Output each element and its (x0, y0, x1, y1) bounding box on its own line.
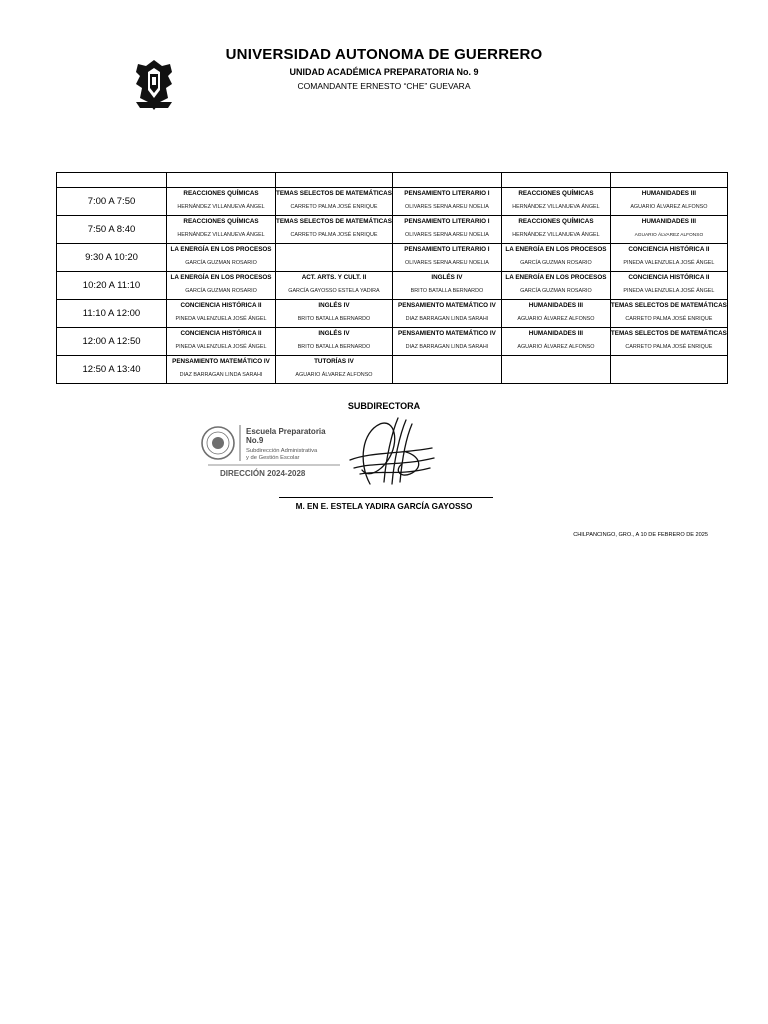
class-cell (167, 356, 276, 384)
schedule-body (57, 188, 728, 384)
time-slot: 12:00 A 12:50 (57, 328, 167, 356)
subject-name: HUMANIDADES III (641, 218, 696, 225)
class-schedule-table (56, 172, 728, 384)
class-cell (276, 216, 393, 244)
class-cell (276, 356, 393, 384)
subject-name: REACCIONES QUÍMICAS (518, 218, 594, 225)
subject-name: CONCIENCIA HISTÓRICA II (180, 302, 262, 309)
class-cell (501, 188, 610, 216)
subject-name: CONCIENCIA HISTÓRICA II (628, 246, 710, 253)
subject-name: PENSAMIENTO MATEMÁTICO IV (172, 358, 270, 365)
teacher-name: PINEDA VALENZUELA JOSÉ ÁNGEL (175, 316, 267, 322)
header-cell (167, 173, 276, 188)
class-cell (167, 216, 276, 244)
class-cell (392, 300, 501, 328)
teacher-name: DIAZ BARRAGAN LINDA SARAHI (405, 316, 489, 322)
class-cell (501, 328, 610, 356)
teacher-name: PINEDA VALENZUELA JOSÉ ÁNGEL (623, 288, 715, 294)
teacher-name: AGUARIO ÁLVAREZ ALFONSO (517, 344, 595, 350)
teacher-name: HERNÁNDEZ VILLANUEVA ÁNGEL (512, 232, 600, 238)
subject-name: TEMAS SELECTOS DE MATEMÁTICAS (610, 330, 727, 337)
stamp-number: No.9 (246, 436, 264, 445)
stamp-period: DIRECCIÓN 2024-2028 (220, 469, 306, 478)
subject-name: LA ENERGÍA EN LOS PROCESOS (505, 246, 607, 253)
header-cell (501, 173, 610, 188)
subject-name: PENSAMIENTO LITERARIO I (404, 246, 490, 253)
teacher-name: HERNÁNDEZ VILLANUEVA ÁNGEL (177, 204, 265, 210)
header-cell (392, 173, 501, 188)
teacher-name: AGUARIO ÁLVAREZ ALFONSO (517, 316, 595, 322)
time-slot: 7:50 A 8:40 (57, 216, 167, 244)
teacher-name: AGUARIO ÁLVAREZ ALFONSO (630, 204, 708, 210)
teacher-name: BRITO BATALLA BERNARDO (297, 316, 371, 322)
teacher-name: BRITO BATALLA BERNARDO (297, 344, 371, 350)
teacher-name: BRITO BATALLA BERNARDO (410, 288, 484, 294)
class-cell (276, 244, 393, 272)
subject-name: TEMAS SELECTOS DE MATEMÁTICAS (276, 190, 392, 197)
teacher-name: GARCÍA GUZMAN ROSARIO (185, 260, 257, 266)
teacher-name: AGUARIO ÁLVAREZ ALFONSO (634, 233, 704, 238)
subject-name: HUMANIDADES III (528, 302, 584, 309)
class-cell (392, 216, 501, 244)
teacher-name: OLIVARES SERNA AREU NOELIA (405, 232, 489, 238)
university-name: UNIVERSIDAD AUTONOMA DE GUERRERO (225, 46, 543, 63)
time-slot: 9:30 A 10:20 (57, 244, 167, 272)
class-cell (392, 356, 501, 384)
signer-title: SUBDIRECTORA (347, 401, 421, 411)
subject-name: REACCIONES QUÍMICAS (183, 190, 259, 197)
class-cell (610, 328, 727, 356)
place-and-date: CHILPANCINGO, GRO., A 10 DE FEBRERO DE 2025 (573, 532, 708, 538)
teacher-name: OLIVARES SERNA AREU NOELIA (405, 204, 489, 210)
teacher-name: HERNÁNDEZ VILLANUEVA ÁNGEL (512, 204, 600, 210)
subject-name: CONCIENCIA HISTÓRICA II (180, 330, 262, 337)
document-header (0, 46, 768, 91)
teacher-name: CARRETO PALMA JOSÉ ENRIQUE (625, 316, 713, 322)
class-cell (276, 300, 393, 328)
subject-name: LA ENERGÍA EN LOS PROCESOS (505, 274, 607, 281)
teacher-name: CARRETO PALMA JOSÉ ENRIQUE (290, 232, 378, 238)
subject-name: LA ENERGÍA EN LOS PROCESOS (170, 274, 272, 281)
class-cell (610, 300, 727, 328)
subject-name: PENSAMIENTO LITERARIO I (404, 190, 490, 197)
teacher-name: OLIVARES SERNA AREU NOELIA (405, 260, 489, 266)
table-row (57, 328, 728, 356)
class-cell (392, 188, 501, 216)
class-cell (501, 356, 610, 384)
class-cell (276, 188, 393, 216)
subject-name: CONCIENCIA HISTÓRICA II (628, 274, 710, 281)
signer-name: M. EN E. ESTELA YADIRA GARCÍA GAYOSSO (295, 502, 473, 511)
class-cell (167, 244, 276, 272)
subject-name: PENSAMIENTO MATEMÁTICO IV (398, 302, 496, 309)
teacher-name: AGUARIO ÁLVAREZ ALFONSO (295, 372, 373, 378)
subject-name: INGLÉS IV (318, 330, 350, 337)
class-cell (392, 328, 501, 356)
class-cell (167, 300, 276, 328)
class-cell (501, 300, 610, 328)
teacher-name: PINEDA VALENZUELA JOSÉ ÁNGEL (623, 260, 715, 266)
class-cell (167, 272, 276, 300)
table-row (57, 272, 728, 300)
subject-name: INGLÉS IV (318, 302, 350, 309)
table-row (57, 300, 728, 328)
class-cell (167, 188, 276, 216)
class-cell (501, 216, 610, 244)
header-cell (276, 173, 393, 188)
table-row (57, 244, 728, 272)
handwritten-signature (340, 412, 440, 494)
stamp-dept-line2: y de Gestión Escolar (246, 455, 300, 461)
subject-name: PENSAMIENTO MATEMÁTICO IV (398, 330, 496, 337)
class-cell (610, 356, 727, 384)
time-slot: 12:50 A 13:40 (57, 356, 167, 384)
teacher-name: GARCÍA GUZMAN ROSARIO (185, 288, 257, 294)
class-cell (276, 328, 393, 356)
subject-name: PENSAMIENTO LITERARIO I (404, 218, 490, 225)
teacher-name: CARRETO PALMA JOSÉ ENRIQUE (290, 204, 378, 210)
table-row (57, 188, 728, 216)
unit-honoree: COMANDANTE ERNESTO “CHE” GUEVARA (297, 81, 471, 91)
subject-name: HUMANIDADES III (528, 330, 584, 337)
header-cell (610, 173, 727, 188)
teacher-name: GARCÍA GUZMAN ROSARIO (520, 288, 592, 294)
teacher-name: CARRETO PALMA JOSÉ ENRIQUE (625, 344, 713, 350)
teacher-name: HERNÁNDEZ VILLANUEVA ÁNGEL (177, 232, 265, 238)
signature-line (279, 497, 493, 498)
class-cell (167, 328, 276, 356)
school-stamp (200, 421, 350, 479)
header-cell (57, 173, 167, 188)
class-cell (276, 272, 393, 300)
subject-name: REACCIONES QUÍMICAS (518, 190, 594, 197)
class-cell (610, 272, 727, 300)
subject-name: ACT. ARTS. Y CULT. II (301, 274, 367, 281)
subject-name: REACCIONES QUÍMICAS (183, 218, 259, 225)
stamp-school: Escuela Preparatoria (246, 427, 326, 436)
subject-name: TEMAS SELECTOS DE MATEMÁTICAS (276, 218, 392, 225)
class-cell (392, 244, 501, 272)
teacher-name: DIAZ BARRAGAN LINDA SARAHI (179, 372, 263, 378)
class-cell (392, 272, 501, 300)
table-header-row (57, 173, 728, 188)
class-cell (610, 244, 727, 272)
class-cell (610, 188, 727, 216)
teacher-name: GARCÍA GAYOSSO ESTELA YADIRA (288, 288, 380, 294)
subject-name: HUMANIDADES III (641, 190, 696, 197)
subject-name: LA ENERGÍA EN LOS PROCESOS (170, 246, 272, 253)
teacher-name: PINEDA VALENZUELA JOSÉ ÁNGEL (175, 344, 267, 350)
time-slot: 7:00 A 7:50 (57, 188, 167, 216)
time-slot: 11:10 A 12:00 (57, 300, 167, 328)
academic-unit: UNIDAD ACADÉMICA PREPARATORIA No. 9 (289, 67, 479, 77)
teacher-name: DIAZ BARRAGAN LINDA SARAHI (405, 344, 489, 350)
time-slot: 10:20 A 11:10 (57, 272, 167, 300)
teacher-name: GARCÍA GUZMAN ROSARIO (520, 260, 592, 266)
subject-name: INGLÉS IV (431, 274, 463, 281)
subject-name: TUTORÍAS IV (314, 358, 354, 365)
class-cell (501, 244, 610, 272)
stamp-dept-line1: Subdirección Administrativa (246, 448, 318, 454)
table-row (57, 216, 728, 244)
class-cell (501, 272, 610, 300)
subject-name: TEMAS SELECTOS DE MATEMÁTICAS (610, 302, 727, 309)
class-cell (610, 216, 727, 244)
table-row (57, 356, 728, 384)
